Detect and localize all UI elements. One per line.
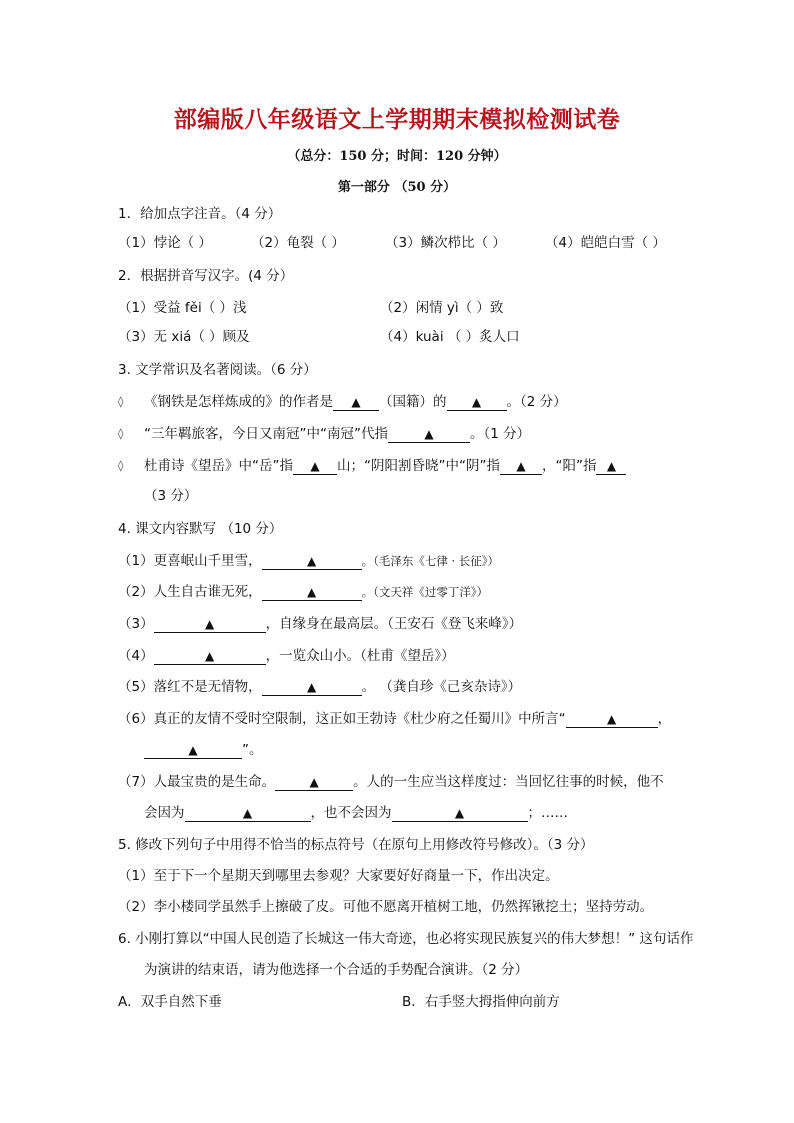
q4-line-3 xyxy=(118,614,522,634)
q3-line-3 xyxy=(144,456,626,476)
answer-blank: ▲ xyxy=(185,805,311,822)
q4-line-7 xyxy=(118,772,664,792)
q3-heading: 3. 文学常识及名著阅读。（6 分） xyxy=(118,362,317,378)
q4-text: （7）人最宝贵的是生命。 xyxy=(118,774,276,790)
answer-blank: ▲ xyxy=(154,616,266,633)
q1-heading: 1．给加点字注音。（4 分） xyxy=(118,206,282,222)
answer-blank: ▲ xyxy=(392,805,528,822)
q4-text: ；…… xyxy=(527,805,568,821)
answer-blank: ▲ xyxy=(333,394,379,411)
bullet-icon: ◊ xyxy=(118,395,124,408)
q3-text: “三年羁旅客，今日又南冠”中“南冠”代指 xyxy=(144,426,388,442)
q3-text: 《钢铁是怎样炼成的》的作者是 xyxy=(144,394,333,410)
q3-text: 山；“阴阳割昏晓”中“阴”指 xyxy=(337,458,500,474)
answer-blank: ▲ xyxy=(154,648,266,665)
answer-blank: ▲ xyxy=(447,394,507,411)
q4-source: 。（毛泽东《七律 · 长征》） xyxy=(361,554,500,568)
q4-text: （1）更喜岷山千里雪， xyxy=(118,553,262,569)
q4-text: 。人的一生应当这样度过：当回忆往事的时候，他不 xyxy=(353,774,664,790)
answer-blank: ▲ xyxy=(388,426,470,443)
bullet-icon: ◊ xyxy=(118,459,124,472)
q6-heading-cont: 为演讲的结束语，请为他选择一个合适的手势配合演讲。（2 分） xyxy=(144,962,529,978)
q5-heading: 5. 修改下列句子中用得不恰当的标点符号（在原句上用修改符号修改）。（3 分） xyxy=(118,837,594,853)
answer-blank: ▲ xyxy=(144,742,242,759)
q4-text: ”。 xyxy=(242,742,263,758)
q2-item: （1）受益 fěi（ ）浅 xyxy=(118,300,247,316)
q2-item: （2）闲情 yì（ ）致 xyxy=(380,300,504,316)
q5-item: （2）李小楼同学虽然手上擦破了皮。可他不愿离开植树工地，仍然挥锹挖土；坚持劳动。 xyxy=(118,899,654,915)
q3-score: （3 分） xyxy=(144,488,198,504)
q4-text: 。 （龚自珍《己亥杂诗》） xyxy=(361,679,522,695)
exam-title: 部编版八年级语文上学期期末模拟检测试卷 xyxy=(173,106,621,133)
q6-option-b: B．右手竖大拇指伸向前方 xyxy=(402,994,560,1010)
q3-text: 。（2 分） xyxy=(506,394,567,410)
q2-item: （4）kuài （ ）炙人口 xyxy=(380,329,520,345)
bullet-icon: ◊ xyxy=(118,427,124,440)
q1-item: （2）龟裂（ ） xyxy=(251,235,345,251)
q4-line-7b xyxy=(144,803,568,823)
part-heading: 第一部分 （50 分） xyxy=(337,180,457,195)
q3-text: 。（1 分） xyxy=(469,426,531,442)
q4-text: （5）落红不是无情物， xyxy=(118,679,262,695)
answer-blank: ▲ xyxy=(293,458,337,475)
q1-item: （3）鳞次栉比（ ） xyxy=(385,235,506,251)
answer-blank: ▲ xyxy=(262,679,362,696)
q2-item: （3）无 xiá（ ）顾及 xyxy=(118,329,250,345)
q1-item: （4）皑皑白雪（ ） xyxy=(545,235,666,251)
q3-text: （国籍）的 xyxy=(379,394,447,410)
q5-item: （1）至于下一个星期天到哪里去参观？大家要好好商量一下，作出决定。 xyxy=(118,868,559,884)
q3-line-1 xyxy=(144,392,567,412)
q4-text: （6）真正的友情不受时空限制，这正如王勃诗《杜少府之任蜀川》中所言“ xyxy=(118,711,566,727)
answer-blank: ▲ xyxy=(566,711,658,728)
q4-line-4 xyxy=(118,646,455,666)
exam-subtitle: （总分：150 分；时间：120 分钟） xyxy=(287,149,507,164)
q1-item: （1）悖论（ ） xyxy=(118,235,212,251)
answer-blank: ▲ xyxy=(275,774,353,791)
q6-heading: 6. 小刚打算以“中国人民创造了长城这一伟大奇迹，也必将实现民族复兴的伟大梦想！” 这句话作 xyxy=(118,931,694,947)
q4-line-6 xyxy=(118,709,671,729)
q4-text: ，也不会因为 xyxy=(310,805,392,821)
q4-text: （3） xyxy=(118,616,154,632)
q4-text: （2）人生自古谁无死， xyxy=(118,584,262,600)
q3-text: 杜甫诗《望岳》中“岳”指 xyxy=(144,458,293,474)
answer-blank: ▲ xyxy=(596,458,626,475)
q4-line-2 xyxy=(118,582,488,602)
q4-text: ，自缘身在最高层。（王安石《登飞来峰》） xyxy=(265,616,523,632)
q2-heading: 2．根据拼音写汉字。(4 分） xyxy=(118,268,294,284)
q3-line-2 xyxy=(144,424,530,444)
q6-option-a: A．双手自然下垂 xyxy=(118,994,222,1010)
answer-blank: ▲ xyxy=(500,458,542,475)
q4-heading: 4. 课文内容默写 （10 分） xyxy=(118,521,283,537)
q4-text: 会因为 xyxy=(144,805,185,821)
q4-line-5 xyxy=(118,677,521,697)
q4-line-6b xyxy=(144,740,263,760)
q3-text: ，“阳”指 xyxy=(541,458,597,474)
q4-line-1 xyxy=(118,551,499,571)
q4-text: ， xyxy=(657,711,672,727)
answer-blank: ▲ xyxy=(262,584,362,601)
q4-text: （4） xyxy=(118,648,154,664)
answer-blank: ▲ xyxy=(262,553,362,570)
q4-text: ，一览众山小。（杜甫《望岳》） xyxy=(265,648,455,664)
q4-source: 。（文天祥《过零丁洋》） xyxy=(361,585,489,599)
